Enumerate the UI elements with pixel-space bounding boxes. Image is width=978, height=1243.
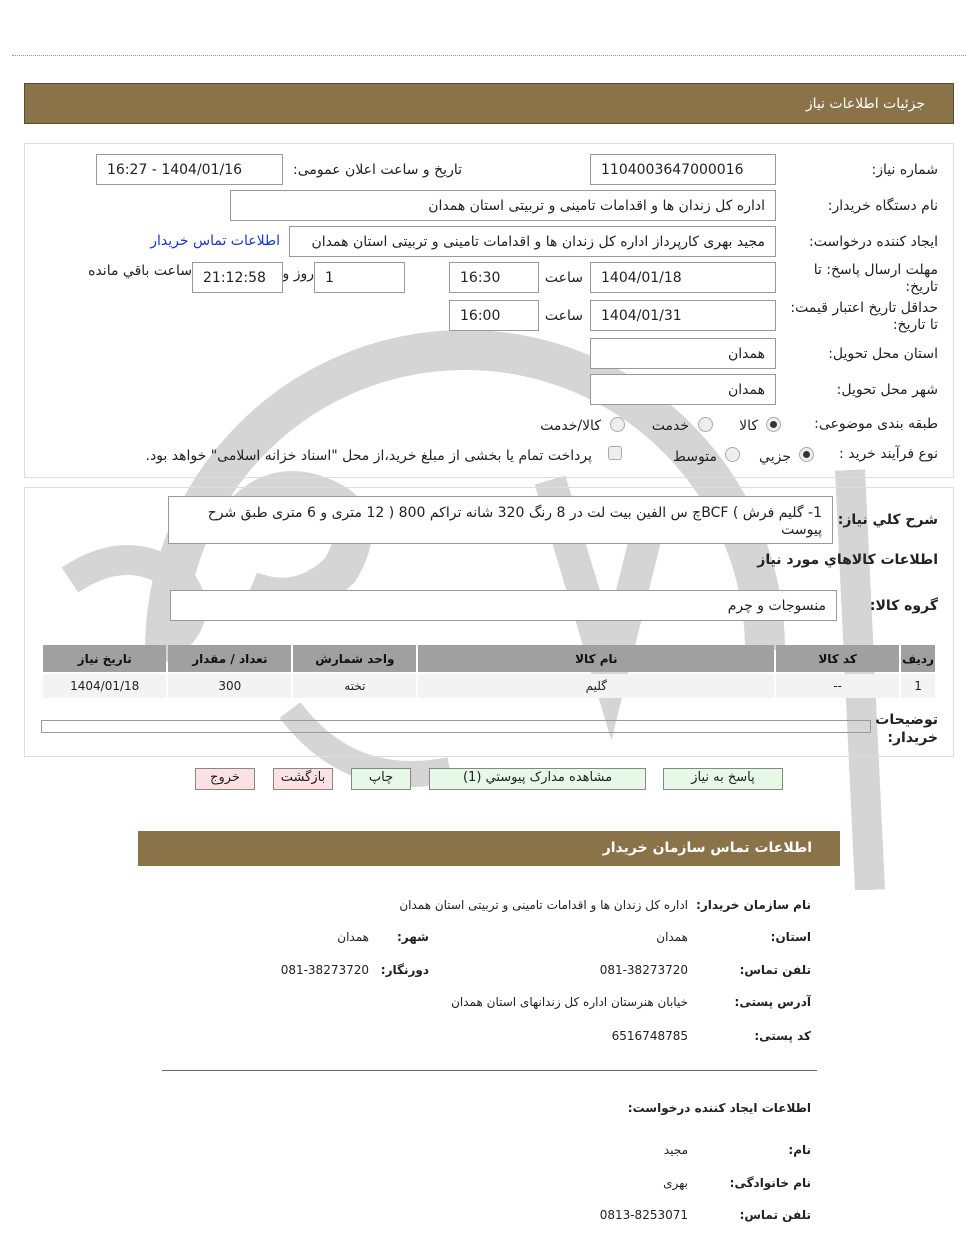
summary-label: شرح کلي نياز: <box>837 512 938 528</box>
cell-row: 1 <box>901 674 935 698</box>
col-unit: واحد شمارش <box>293 645 416 672</box>
city-field: همدان <box>590 374 776 405</box>
buyer-org-field: اداره کل زندان ها و اقدامات تامینی و تربیتی استان همدان <box>230 190 776 221</box>
process-label: نوع فرآیند خرید : <box>839 446 938 462</box>
contact-city-value: همدان <box>337 930 369 944</box>
city-label: شهر محل تحویل: <box>836 382 938 398</box>
validity-label: حداقل تاریخ اعتبار قیمت: تا تاریخ: <box>790 300 938 333</box>
contact-org-label: نام سازمان خریدار: <box>696 898 811 912</box>
need-number-label: شماره نیاز: <box>871 162 938 178</box>
days-label: روز و <box>282 266 314 282</box>
category-option-service: خدمت <box>651 418 689 434</box>
summary-field: 1- گلیم فرش ) BCFچ س الفین بیت لت در 8 رنگ 320 شانه تراکم 800 ( 12 متری و 6 متری طبق شرح پیوست <box>168 496 833 544</box>
contact-address-value: خیابان هنرستان اداره کل زندانهای استان همدان <box>451 995 688 1009</box>
col-date: تاریخ نیاز <box>43 645 166 672</box>
deadline-label: مهلت ارسال پاسخ: تا تاریخ: <box>813 262 938 295</box>
process-radio-medium[interactable] <box>725 447 740 462</box>
category-option-both: کالا/خدمت <box>540 418 601 434</box>
announce-label: تاریخ و ساعت اعلان عمومی: <box>293 162 462 178</box>
deadline-hour-label: ساعت <box>544 270 583 286</box>
category-radio-service[interactable] <box>698 417 713 432</box>
validity-hour-label: ساعت <box>544 308 583 324</box>
col-name: نام کالا <box>418 645 774 672</box>
buyer-org-label: نام دستگاه خریدار: <box>827 198 938 214</box>
cell-code: -- <box>776 674 899 698</box>
creator-name-label: نام: <box>788 1143 811 1157</box>
cell-date: 1404/01/18 <box>43 674 166 698</box>
days-field: 1 <box>314 262 405 293</box>
cell-qty: 300 <box>168 674 291 698</box>
buyer-notes-field <box>41 720 871 733</box>
contact-postal-label: کد پستی: <box>754 1029 811 1043</box>
contact-divider <box>162 1070 817 1071</box>
goods-info-heading: اطلاعات کالاهاي مورد نياز <box>757 552 938 568</box>
col-code: کد کالا <box>776 645 899 672</box>
deadline-date-field: 1404/01/18 <box>590 262 776 293</box>
process-option-medium: متوسط <box>673 449 717 465</box>
creator-phone-value: 0813-8253071 <box>599 1208 688 1222</box>
category-label: طبقه بندی موضوعی: <box>814 416 938 432</box>
contact-fax-label: دورنگار: <box>380 963 429 977</box>
creator-label: ایجاد کننده درخواست: <box>809 234 938 250</box>
page-title: جزئیات اطلاعات نیاز <box>805 96 925 112</box>
need-number-field: 1104003647000016 <box>590 154 776 185</box>
creator-phone-label: تلفن تماس: <box>739 1208 811 1222</box>
province-field: همدان <box>590 338 776 369</box>
validity-date-field: 1404/01/31 <box>590 300 776 331</box>
contact-fax-value: 081-38273720 <box>280 963 369 977</box>
buyer-notes-label: توضيحات خريدار: <box>875 712 938 746</box>
payment-note: پرداخت تمام یا بخشی از مبلغ خرید،از محل "اسناد خزانه اسلامی" خواهد بود. <box>145 448 592 464</box>
creator-name-value: مجید <box>663 1143 688 1157</box>
announce-field: 1404/01/16 - 16:27 <box>96 154 283 185</box>
col-row: رديف <box>901 645 935 672</box>
contact-phone-value: 081-38273720 <box>599 963 688 977</box>
remaining-field: 21:12:58 <box>192 262 283 293</box>
province-label: استان محل تحویل: <box>828 346 938 362</box>
exit-button[interactable]: خروج <box>195 768 255 790</box>
process-option-minor: جزيي <box>759 449 791 465</box>
treasury-payment-checkbox[interactable] <box>608 446 622 460</box>
process-radio-minor[interactable] <box>799 447 814 462</box>
creator-field: مجید بهری کارپرداز اداره کل زندان ها و اقدامات تامینی و تربیتی استان همدان <box>289 226 776 257</box>
view-documents-button[interactable]: مشاهده مدارک پیوستي (1) <box>429 768 646 790</box>
creator-family-label: نام خانوادگی: <box>729 1176 811 1190</box>
cell-name: گلیم <box>418 674 774 698</box>
remaining-label: ساعت باقي مانده <box>88 263 192 279</box>
buyer-contact-header <box>138 831 840 866</box>
contact-postal-value: 6516748785 <box>611 1029 688 1043</box>
items-table <box>41 643 937 700</box>
back-button[interactable]: بازگشت <box>273 768 333 790</box>
print-button[interactable]: چاپ <box>351 768 411 790</box>
deadline-time-field: 16:30 <box>449 262 539 293</box>
table-row <box>43 674 935 698</box>
contact-province-label: استان: <box>770 930 811 944</box>
validity-time-field: 16:00 <box>449 300 539 331</box>
col-qty: تعداد / مقدار <box>168 645 291 672</box>
buyer-contact-title: اطلاعات تماس سازمان خریدار <box>602 840 812 856</box>
creator-family-value: بهری <box>663 1176 688 1190</box>
top-divider <box>12 55 966 56</box>
cell-unit: تخته <box>293 674 416 698</box>
contact-province-value: همدان <box>656 930 688 944</box>
contact-org-value: اداره کل زندان ها و اقدامات تامینی و تربیتی استان همدان <box>399 898 688 912</box>
creator-info-title: اطلاعات ایجاد کننده درخواست: <box>627 1101 811 1115</box>
buyer-contact-link[interactable]: اطلاعات تماس خریدار <box>150 233 280 249</box>
category-radio-both[interactable] <box>610 417 625 432</box>
category-option-goods: کالا <box>739 418 758 434</box>
page-header <box>24 83 954 124</box>
category-radio-goods[interactable] <box>766 417 781 432</box>
goods-group-label: گروه کالا: <box>869 598 938 614</box>
contact-address-label: آدرس پستی: <box>734 995 811 1009</box>
contact-city-label: شهر: <box>397 930 429 944</box>
contact-phone-label: تلفن تماس: <box>739 963 811 977</box>
goods-group-field: منسوجات و چرم <box>170 590 837 621</box>
reply-button[interactable]: پاسخ به نیاز <box>663 768 783 790</box>
